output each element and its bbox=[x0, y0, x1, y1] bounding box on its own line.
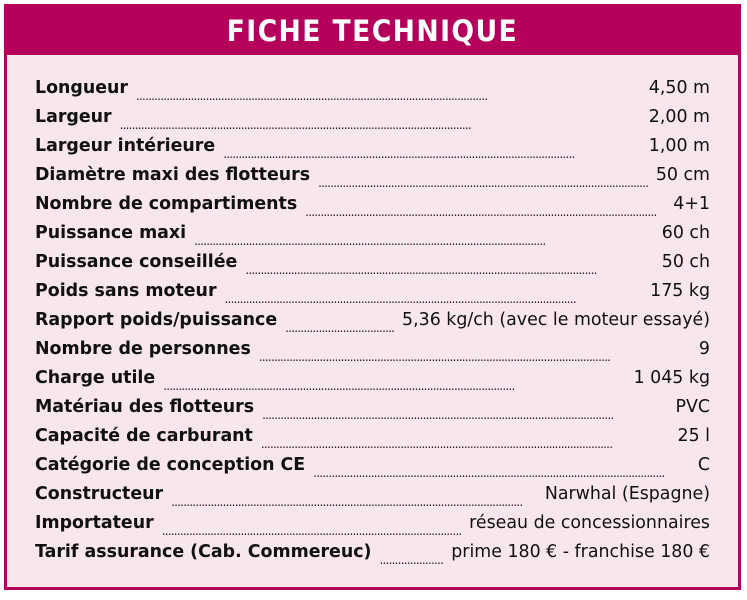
spec-row bbox=[35, 160, 710, 189]
dot-leader bbox=[171, 491, 537, 508]
dot-leader bbox=[305, 201, 665, 218]
spec-value: 50 cm bbox=[655, 164, 710, 185]
spec-value: 1,00 m bbox=[648, 135, 710, 156]
dot-leader bbox=[313, 462, 690, 479]
spec-value: PVC bbox=[675, 396, 710, 417]
spec-value: 5,36 kg/ch (avec le moteur essayé) bbox=[402, 309, 710, 330]
spec-value: 60 ch bbox=[661, 222, 710, 243]
spec-value: réseau de concessionnaires bbox=[469, 512, 710, 533]
spec-value: 2,00 m bbox=[648, 106, 710, 127]
spec-label: Capacité de carburant bbox=[35, 425, 253, 446]
dot-leader bbox=[262, 404, 667, 421]
spec-row bbox=[35, 73, 710, 102]
spec-row bbox=[35, 334, 710, 363]
dot-leader bbox=[318, 172, 648, 189]
dot-leader bbox=[380, 549, 444, 566]
spec-label: Matériau des flotteurs bbox=[35, 396, 255, 417]
spec-value: prime 180 € - franchise 180 € bbox=[451, 541, 710, 562]
dot-leader bbox=[120, 114, 641, 131]
spec-value: 1 045 kg bbox=[633, 367, 710, 388]
spec-label: Rapport poids/puissance bbox=[35, 309, 278, 330]
spec-label: Diamètre maxi des flotteurs bbox=[35, 164, 311, 185]
spec-row bbox=[35, 247, 710, 276]
spec-label: Largeur intérieure bbox=[35, 135, 216, 156]
page-title: FICHE TECHNIQUE bbox=[226, 14, 519, 48]
spec-label: Charge utile bbox=[35, 367, 156, 388]
spec-label: Puissance conseillée bbox=[35, 251, 238, 272]
spec-row bbox=[35, 508, 710, 537]
spec-label: Nombre de personnes bbox=[35, 338, 251, 359]
spec-label: Poids sans moteur bbox=[35, 280, 217, 301]
spec-label: Puissance maxi bbox=[35, 222, 187, 243]
spec-row bbox=[35, 131, 710, 160]
dot-leader bbox=[223, 143, 641, 160]
spec-row bbox=[35, 218, 710, 247]
dot-leader bbox=[261, 433, 670, 450]
spec-list bbox=[35, 73, 710, 566]
spec-row bbox=[35, 537, 710, 566]
dot-leader bbox=[194, 230, 654, 247]
spec-label: Largeur bbox=[35, 106, 112, 127]
spec-value: 9 bbox=[698, 338, 710, 359]
dot-leader bbox=[162, 520, 461, 537]
dot-leader bbox=[225, 288, 643, 305]
spec-row bbox=[35, 276, 710, 305]
dot-leader bbox=[136, 85, 641, 102]
spec-value: 175 kg bbox=[650, 280, 710, 301]
spec-row bbox=[35, 102, 710, 131]
spec-value: 4,50 m bbox=[648, 77, 710, 98]
spec-value: 50 ch bbox=[661, 251, 710, 272]
spec-label: Catégorie de conception CE bbox=[35, 454, 306, 475]
spec-value: 4+1 bbox=[673, 193, 710, 214]
spec-value: C bbox=[697, 454, 710, 475]
spec-card bbox=[4, 4, 741, 590]
spec-value: Narwhal (Espagne) bbox=[544, 483, 710, 504]
spec-label: Tarif assurance (Cab. Commereuc) bbox=[35, 541, 372, 562]
spec-label: Longueur bbox=[35, 77, 128, 98]
dot-leader bbox=[163, 375, 625, 392]
spec-label: Nombre de compartiments bbox=[35, 193, 298, 214]
spec-row bbox=[35, 479, 710, 508]
dot-leader bbox=[245, 259, 653, 276]
title-banner bbox=[7, 7, 738, 55]
spec-row bbox=[35, 450, 710, 479]
spec-row bbox=[35, 189, 710, 218]
spec-row bbox=[35, 421, 710, 450]
spec-row bbox=[35, 305, 710, 334]
spec-label: Constructeur bbox=[35, 483, 164, 504]
dot-leader bbox=[259, 346, 691, 363]
spec-row bbox=[35, 363, 710, 392]
spec-row bbox=[35, 392, 710, 421]
spec-value: 25 l bbox=[677, 425, 710, 446]
dot-leader bbox=[285, 317, 394, 334]
spec-label: Importateur bbox=[35, 512, 154, 533]
